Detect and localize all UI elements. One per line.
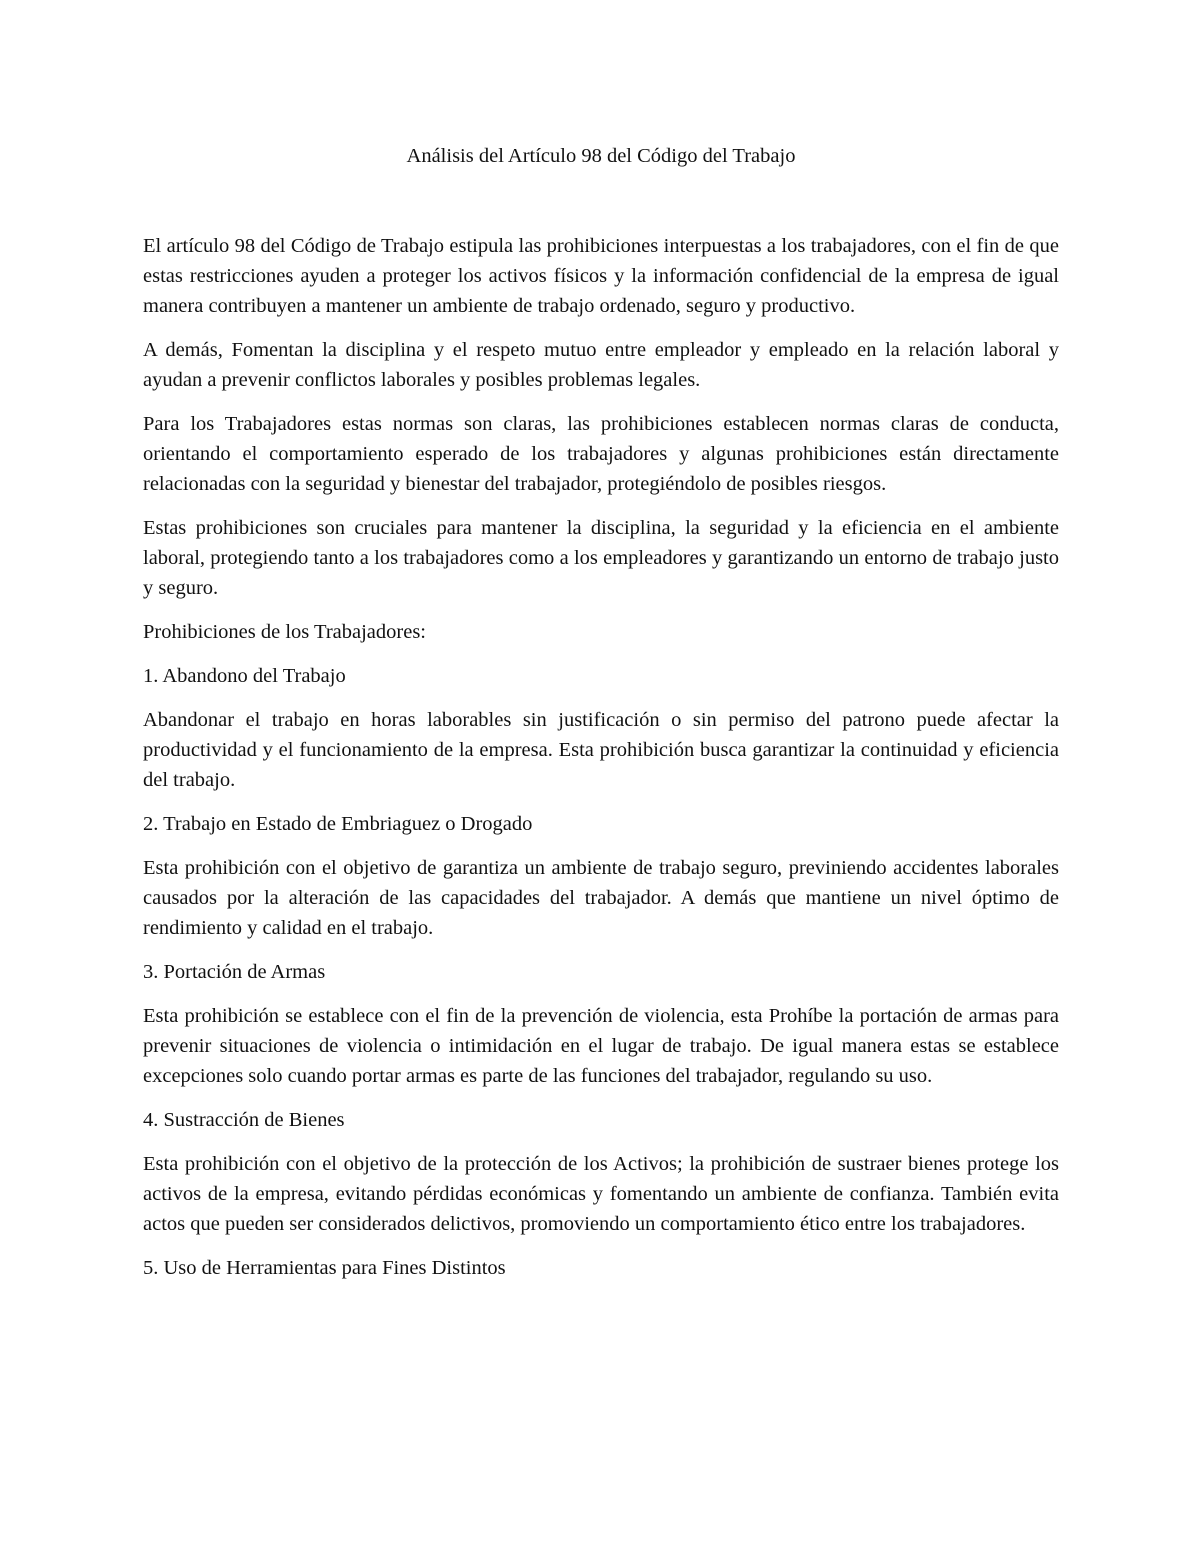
item-body-2: Esta prohibición con el objetivo de garantiza un ambiente de trabajo seguro, previniendo accidentes laborales causados por la alteración de las capacidades del trabajador. A demás que mantiene un nivel óptimo de rendimiento y calidad en el trabajo.	[143, 857, 1059, 939]
item-heading-1: 1. Abandono del Trabajo	[143, 665, 346, 687]
intro-paragraph-3: Para los Trabajadores estas normas son claras, las prohibiciones establecen normas claras de conducta, orientando el comportamiento esperado de los trabajadores y algunas prohibiciones están directamente relacionadas con la seguridad y bienestar del trabajador, protegiéndolo de posibles riesgos.	[143, 413, 1059, 495]
intro-paragraph-4: Estas prohibiciones son cruciales para mantener la disciplina, la seguridad y la eficiencia en el ambiente laboral, protegiendo tanto a los trabajadores como a los empleadores y garantizando un entorno de trabajo justo y seguro.	[143, 517, 1059, 599]
document-title: Análisis del Artículo 98 del Código del Trabajo	[406, 145, 796, 167]
item-body-4: Esta prohibición con el objetivo de la protección de los Activos; la prohibición de sustraer bienes protege los activos de la empresa, evitando pérdidas económicas y fomentando un ambiente de confianza. También evita actos que pueden ser considerados delictivos, promoviendo un comportamiento ético entre los trabajadores.	[143, 1153, 1059, 1235]
document-body	[143, 141, 1059, 1297]
item-body-1: Abandonar el trabajo en horas laborables sin justificación o sin permiso del patrono puede afectar la productividad y el funcionamiento de la empresa. Esta prohibición busca garantizar la continuidad y eficiencia del trabajo.	[143, 709, 1059, 791]
intro-paragraph-1: El artículo 98 del Código de Trabajo estipula las prohibiciones interpuestas a los trabajadores, con el fin de que estas restricciones ayuden a proteger los activos físicos y la información confidencial de la empresa de igual manera contribuyen a mantener un ambiente de trabajo ordenado, seguro y productivo.	[143, 235, 1059, 317]
item-heading-3: 3. Portación de Armas	[143, 961, 326, 983]
section-heading: Prohibiciones de los Trabajadores:	[143, 621, 426, 643]
intro-paragraph-2: A demás, Fomentan la disciplina y el respeto mutuo entre empleador y empleado en la relación laboral y ayudan a prevenir conflictos laborales y posibles problemas legales.	[143, 339, 1059, 391]
item-heading-5: 5. Uso de Herramientas para Fines Distintos	[143, 1257, 506, 1279]
item-heading-4: 4. Sustracción de Bienes	[143, 1109, 345, 1131]
item-body-3: Esta prohibición se establece con el fin de la prevención de violencia, esta Prohíbe la portación de armas para prevenir situaciones de violencia o intimidación en el lugar de trabajo. De igual manera estas se establece excepciones solo cuando portar armas es parte de las funciones del trabajador, regulando su uso.	[143, 1005, 1059, 1087]
item-heading-2: 2. Trabajo en Estado de Embriaguez o Drogado	[143, 813, 533, 835]
